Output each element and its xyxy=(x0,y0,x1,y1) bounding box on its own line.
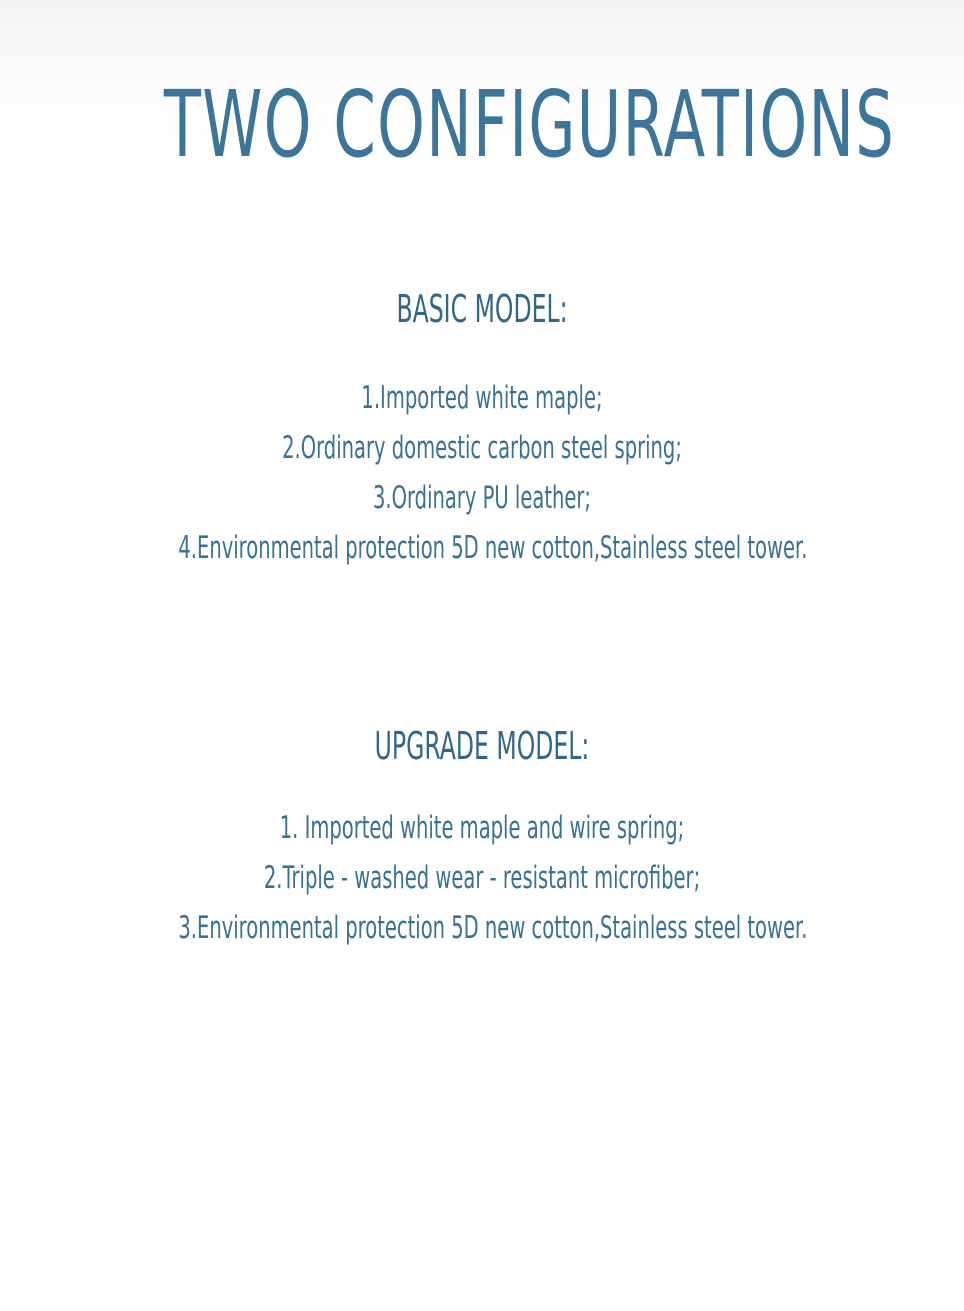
basic-model-item: 3.Ordinary PU leather; xyxy=(372,480,591,516)
basic-model-item: 4.Environmental protection 5D new cotton,Stainless steel tower. xyxy=(178,530,808,566)
upgrade-model-item: 2.Triple - washed wear - resistant microfiber; xyxy=(263,860,701,896)
upgrade-model-item: 1. Imported white maple and wire spring; xyxy=(279,810,685,846)
upgrade-model-list xyxy=(0,803,964,953)
page-title: TWO CONFIGURATIONS xyxy=(163,71,896,178)
basic-model-list xyxy=(0,373,964,573)
upgrade-model-item: 3.Environmental protection 5D new cotton,Stainless steel tower. xyxy=(178,910,808,946)
basic-model-item: 1.Imported white maple; xyxy=(361,380,603,416)
upgrade-model-heading: UPGRADE MODEL: xyxy=(374,724,590,768)
basic-model-item: 2.Ordinary domestic carbon steel spring; xyxy=(282,430,682,466)
basic-model-heading: BASIC MODEL: xyxy=(396,287,568,331)
